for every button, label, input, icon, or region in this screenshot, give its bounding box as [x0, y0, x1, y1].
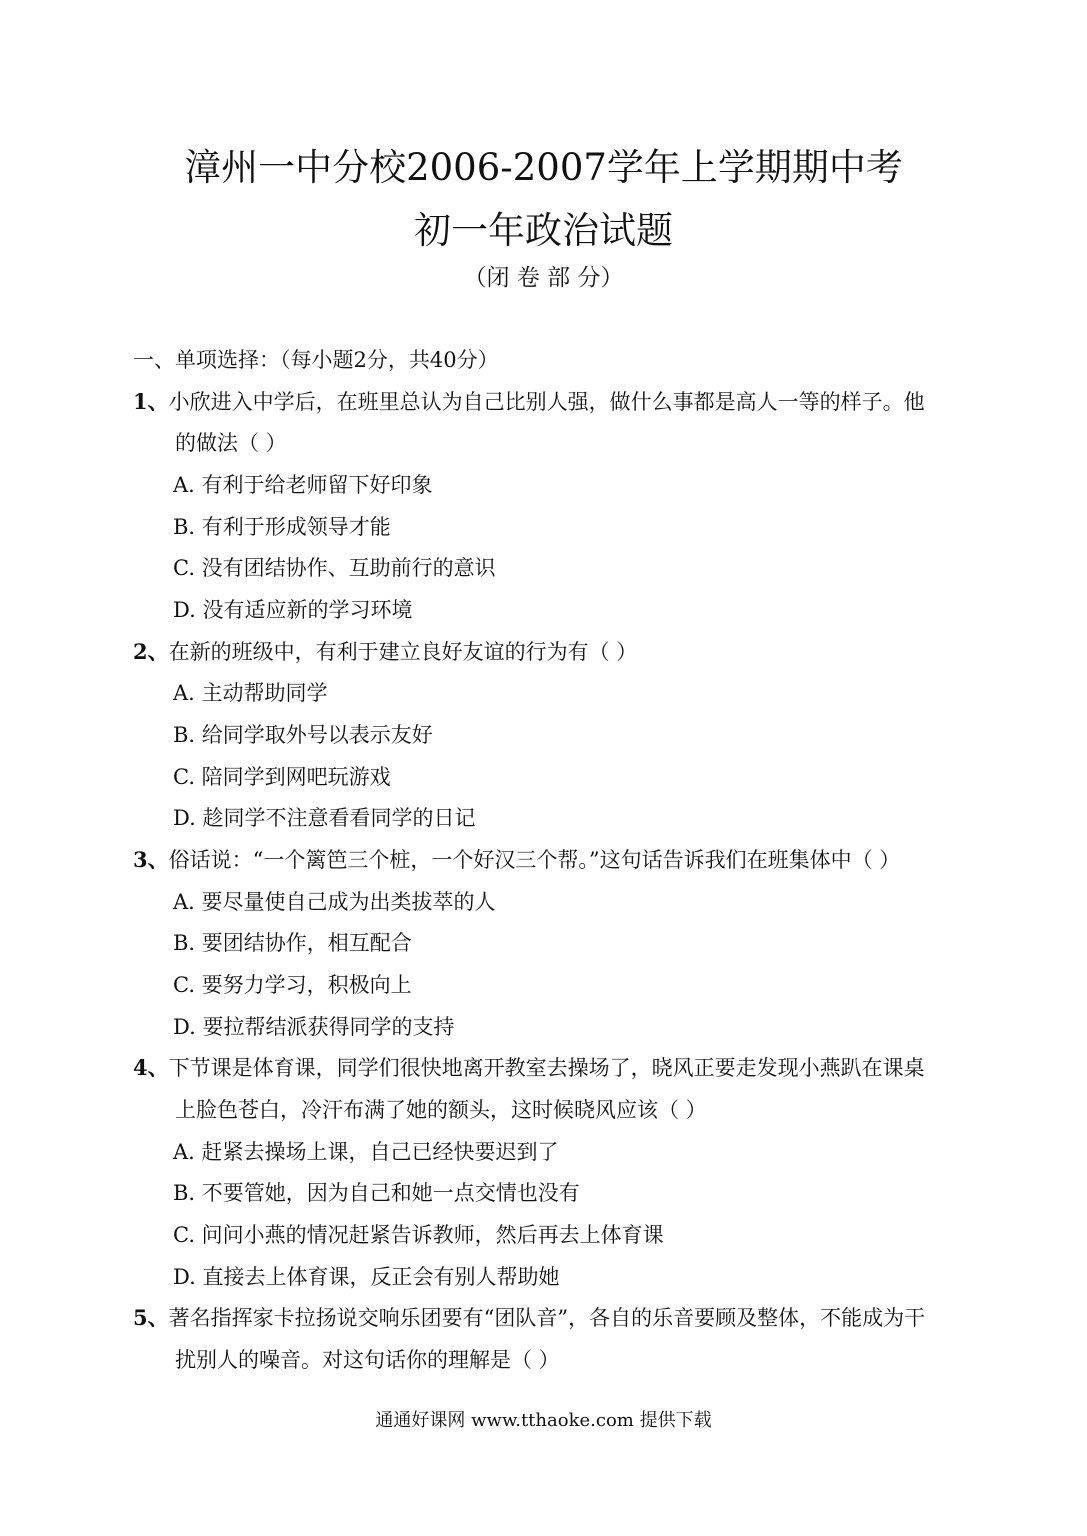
- question-number: 1、: [133, 389, 169, 414]
- question-1-option-b: B. 有利于形成领导才能: [173, 515, 391, 539]
- section-heading: 一、单项选择：（每小题2分，共40分）: [133, 348, 499, 372]
- question-number: 5、: [133, 1305, 169, 1330]
- question-2-option-a: A. 主动帮助同学: [173, 681, 328, 705]
- question-4-option-d: D. 直接去上体育课，反正会有别人帮助她: [173, 1265, 560, 1289]
- question-5-line1: [133, 1303, 925, 1333]
- question-3-option-b: B. 要团结协作，相互配合: [173, 931, 412, 955]
- question-3-line1: [133, 845, 900, 875]
- question-3-option-c: C. 要努力学习，积极向上: [173, 973, 412, 997]
- question-number: 2、: [133, 639, 169, 664]
- question-4-option-b: B. 不要管她，因为自己和她一点交情也没有: [173, 1181, 580, 1205]
- question-1-line2: 的做法（ ）: [175, 431, 287, 455]
- question-4-option-c: C. 问问小燕的情况赶紧告诉教师，然后再去上体育课: [173, 1223, 664, 1247]
- question-5-line2: 扰别人的噪音。对这句话你的理解是（ ）: [175, 1348, 560, 1372]
- question-4-line1: [133, 1053, 925, 1083]
- question-1-option-c: C. 没有团结协作、互助前行的意识: [173, 556, 496, 580]
- question-2-line1: [133, 637, 637, 667]
- exam-subtitle: （闭 卷 部 分）: [463, 265, 624, 291]
- question-stem: 下节课是体育课，同学们很快地离开教室去操场了，晓风正要走发现小燕趴在课桌: [168, 1056, 925, 1080]
- question-stem: 著名指挥家卡拉扬说交响乐团要有“团队音”，各自的乐音要顾及整体，不能成为干: [168, 1306, 926, 1330]
- question-number: 4、: [133, 1055, 169, 1080]
- question-1-option-a: A. 有利于给老师留下好印象: [173, 473, 433, 497]
- question-3-option-a: A. 要尽量使自己成为出类拔萃的人: [173, 890, 496, 914]
- question-4-line2: 上脸色苍白，冷汗布满了她的额头，这时候晓风应该（ ）: [175, 1098, 707, 1122]
- question-1-option-d: D. 没有适应新的学习环境: [173, 598, 413, 622]
- question-number: 3、: [133, 847, 169, 872]
- question-stem: 小欣进入中学后，在班里总认为自己比别人强，做什么事都是高人一等的样子。他: [168, 390, 925, 414]
- question-4-option-a: A. 赶紧去操场上课，自己已经快要迟到了: [173, 1140, 559, 1164]
- question-stem: 俗话说：“一个篱笆三个桩，一个好汉三个帮。”这句话告诉我们在班集体中（ ）: [168, 848, 901, 872]
- exam-title-line2: 初一年政治试题: [414, 209, 673, 252]
- question-3-option-d: D. 要拉帮结派获得同学的支持: [173, 1015, 455, 1039]
- question-stem: 在新的班级中，有利于建立良好友谊的行为有（ ）: [168, 640, 638, 664]
- exam-title-line1: 漳州一中分校2006-2007学年上学期期中考: [184, 146, 903, 189]
- question-2-option-d: D. 趁同学不注意看看同学的日记: [173, 806, 476, 830]
- page-footer: 通通好课网 www.tthaoke.com 提供下载: [375, 1410, 712, 1431]
- question-2-option-c: C. 陪同学到网吧玩游戏: [173, 765, 391, 789]
- question-2-option-b: B. 给同学取外号以表示友好: [173, 723, 433, 747]
- question-1-line1: [133, 387, 925, 417]
